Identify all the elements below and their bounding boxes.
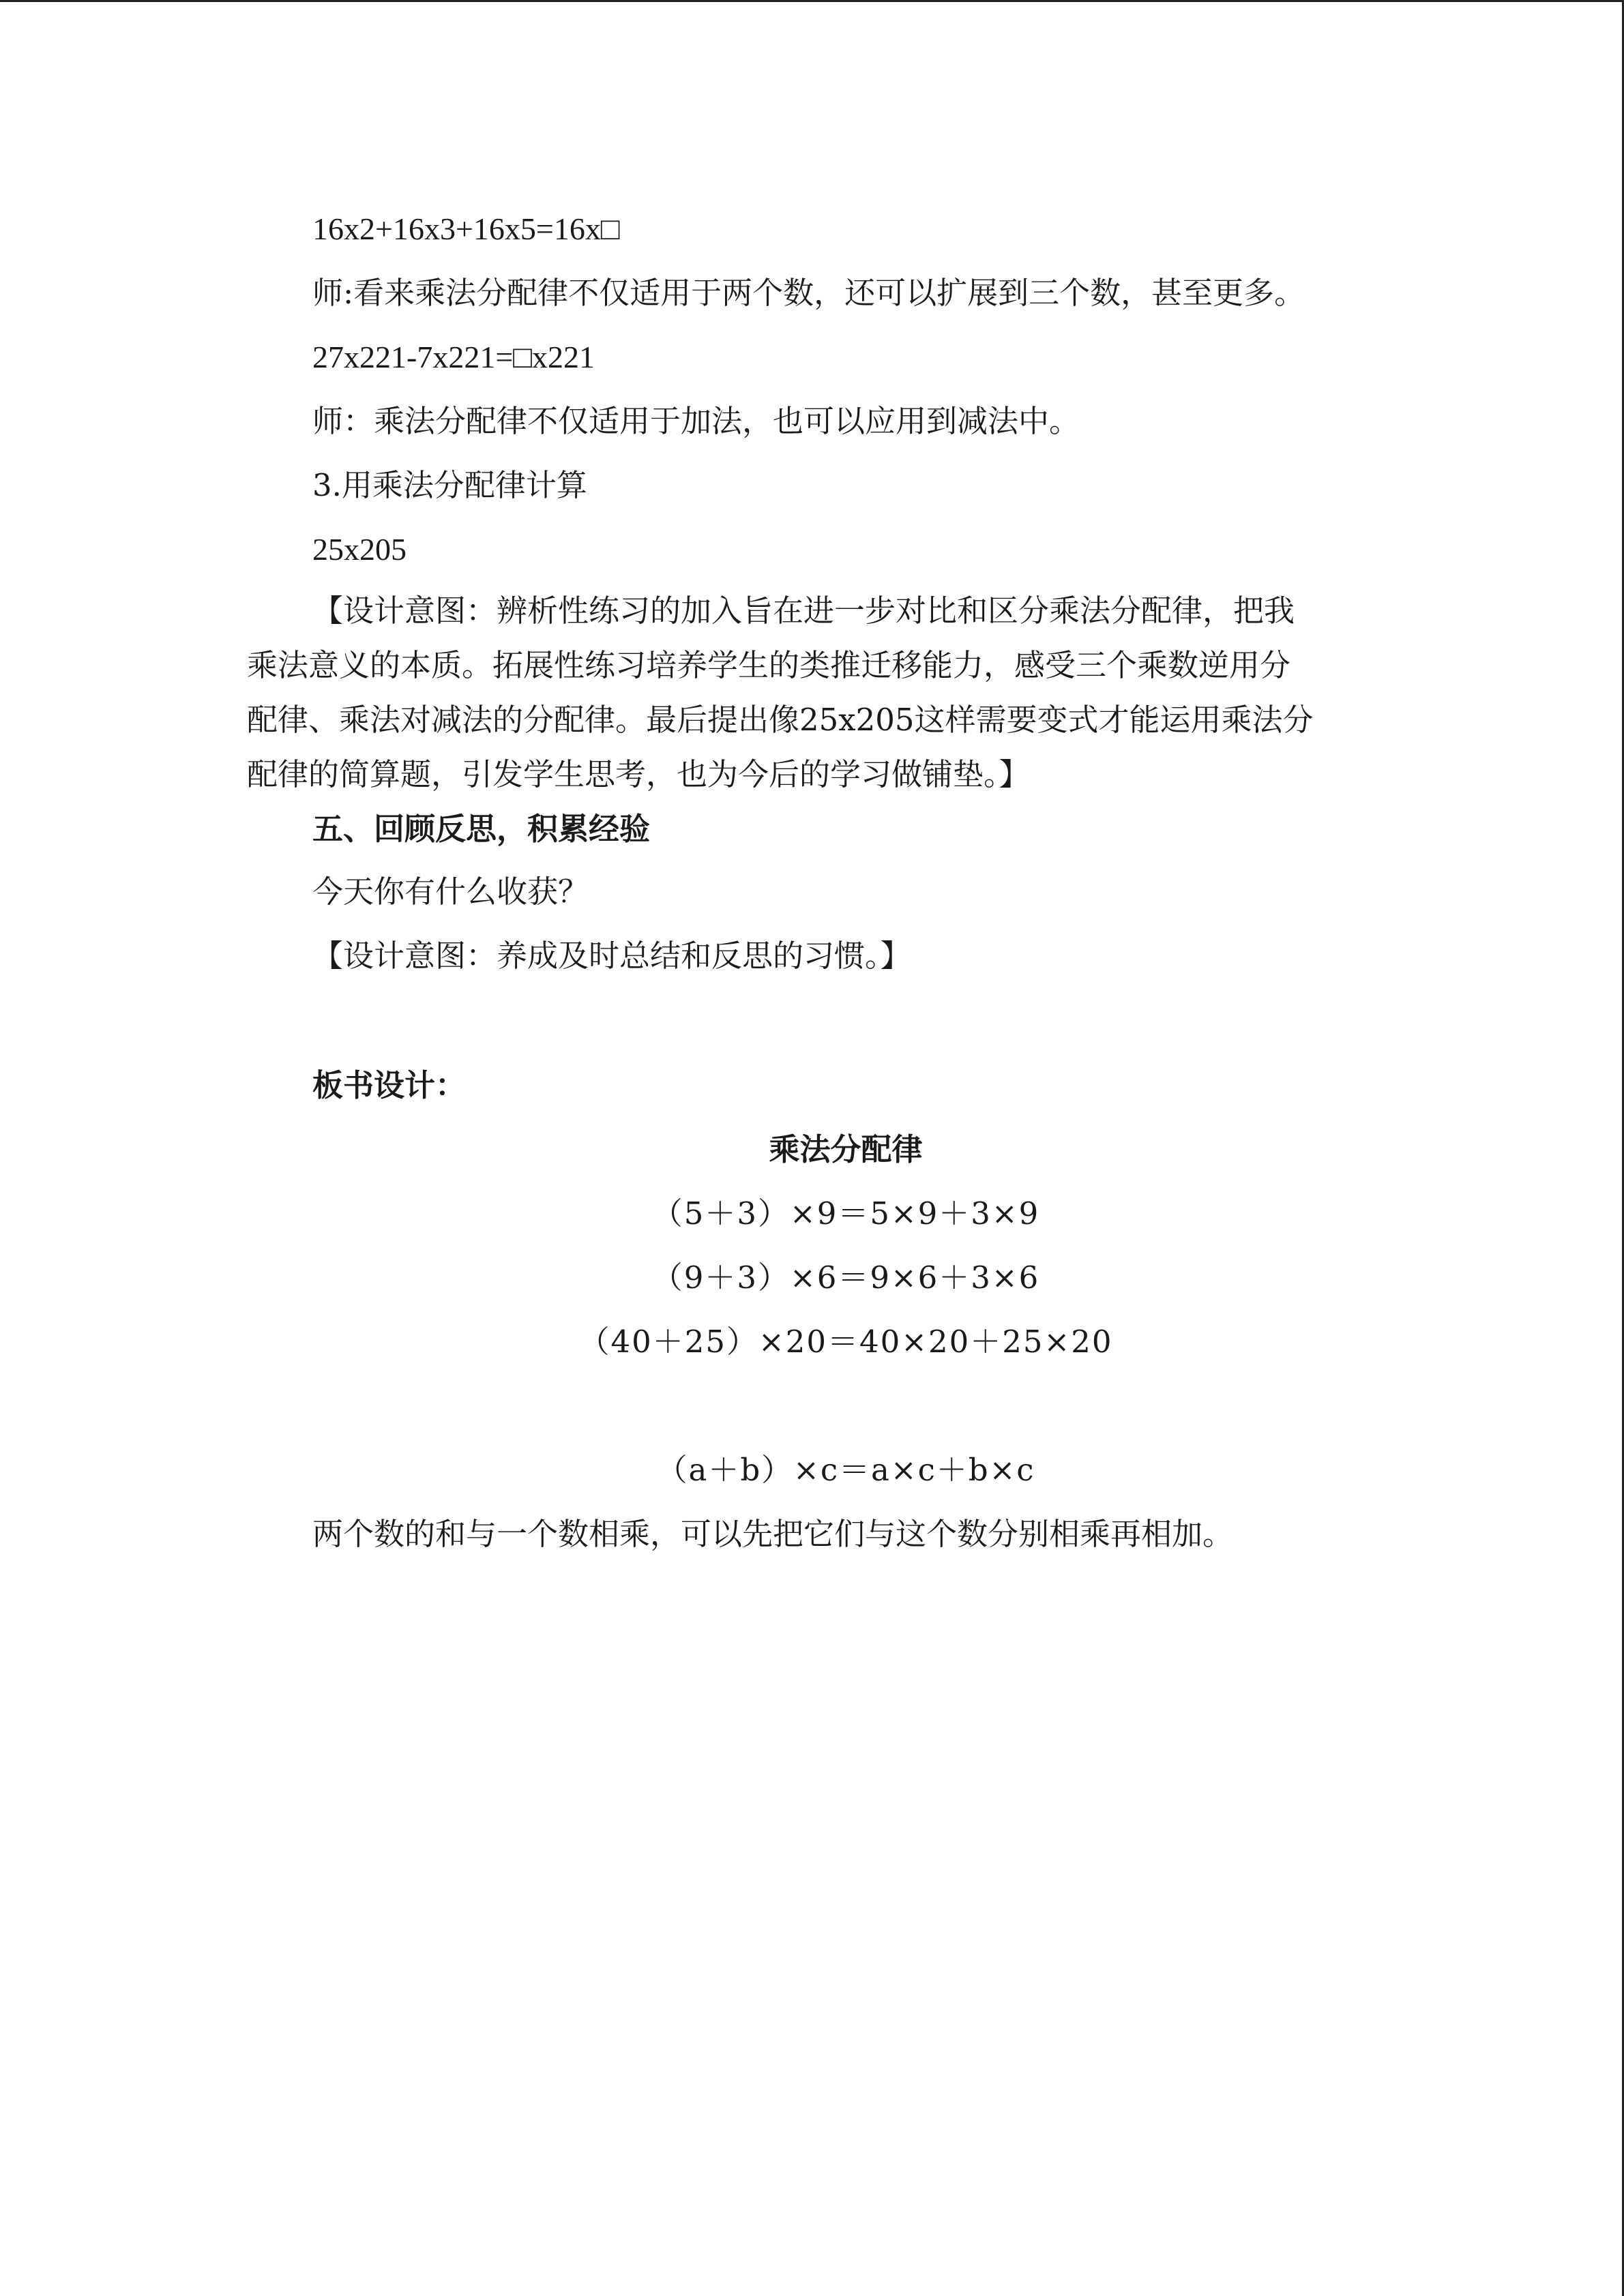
board-formula-general: （a＋b）×c＝a×c＋b×c [656, 1452, 1035, 1488]
design-intent-line-3: 配律、乘法对减法的分配律。最后提出像25x205这样需要变式才能运用乘法分 [247, 702, 1314, 738]
board-formula-3: （40＋25）×20＝40×20＋25×20 [578, 1324, 1113, 1360]
teacher-remark-1: 师:看来乘法分配律不仅适用于两个数，还可以扩展到三个数，甚至更多。 [312, 275, 1305, 311]
board-formula-1: （5＋3）×9＝5×9＋3×9 [651, 1195, 1040, 1232]
section-heading-5: 五、回顾反思，积累经验 [312, 811, 651, 847]
teacher-remark-2: 师：乘法分配律不仅适用于加法，也可以应用到减法中。 [312, 403, 1080, 439]
board-title: 乘法分配律 [769, 1131, 923, 1167]
board-design-label: 板书设计： [312, 1067, 467, 1103]
design-intent-2: 【设计意图：养成及时总结和反思的习惯。】 [312, 938, 911, 974]
exercise-expression: 25x205 [312, 532, 407, 567]
exercise-heading-3: 3.用乘法分配律计算 [312, 467, 587, 503]
board-formula-2: （9＋3）×6＝9×6＋3×6 [651, 1259, 1040, 1296]
law-summary: 两个数的和与一个数相乘，可以先把它们与这个数分别相乘再相加。 [312, 1516, 1234, 1552]
equation-line-1: 16x2+16x3+16x5=16x□ [312, 211, 620, 246]
design-intent-line-1: 【设计意图：辨析性练习的加入旨在进一步对比和区分乘法分配律，把我 [312, 593, 1295, 629]
design-intent-line-2: 乘法意义的本质。拓展性练习培养学生的类推迁移能力，感受三个乘数逆用分 [247, 647, 1291, 683]
equation-line-2: 27x221-7x221=□x221 [312, 340, 595, 374]
design-intent-line-4: 配律的简算题，引发学生思考，也为今后的学习做铺垫。】 [247, 756, 1030, 792]
page-border-top [0, 0, 1624, 2]
reflection-question: 今天你有什么收获？ [312, 874, 589, 910]
